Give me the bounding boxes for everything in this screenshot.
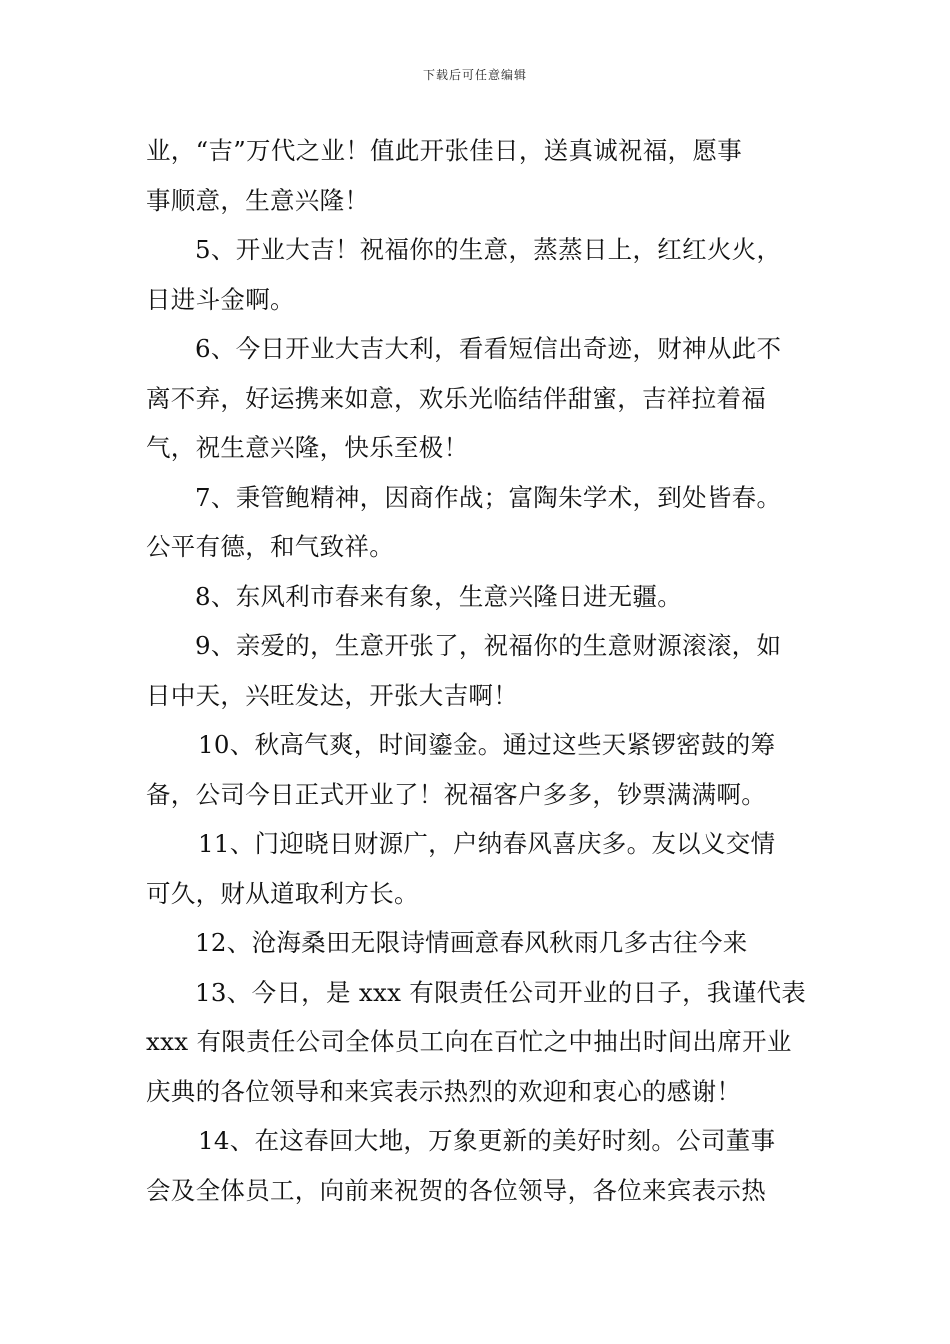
paragraph-start: 14、在这春回大地，万象更新的美好时刻。公司董事 [198,1126,776,1155]
text-line: 备，公司今日正式开业了！祝福客户多多，钞票满满啊。 [146,779,766,809]
text-line: 气，祝生意兴隆，快乐至极！ [146,433,469,462]
text-line: 日中天，兴旺发达，开张大吉啊！ [146,680,518,710]
text-line: 事顺意，生意兴隆！ [146,185,370,215]
text-line: 公平有德，和气致祥。 [146,532,394,561]
text-line: 庆典的各位领导和来宾表示热烈的欢迎和衷心的感谢！ [146,1076,742,1106]
paragraph-start: 9、亲爱的，生意开张了，祝福你的生意财源滚滚，如 [195,631,782,660]
paragraph-start: 11、门迎晓日财源广，户纳春风喜庆多。友以义交情 [198,829,776,858]
paragraph-start: 13、今日，是 xxx 有限责任公司开业的日子，我谨代表 [195,977,807,1007]
text-line: 可久，财从道取利方长。 [146,878,419,908]
text-line: 离不弃，好运携来如意，欢乐光临结伴甜蜜，吉祥拉着福 [146,383,766,413]
paragraph-start: 5、开业大吉！祝福你的生意，蒸蒸日上，红红火火， [195,235,782,264]
paragraph-start: 8、东风利市春来有象，生意兴隆日进无疆。 [195,581,683,611]
paragraph-start: 10、秋高气爽，时间鎏金。通过这些天紧锣密鼓的筹 [198,730,776,759]
text-line: 会及全体员工，向前来祝贺的各位领导，各位来宾表示热 [146,1175,766,1205]
text-line: xxx 有限责任公司全体员工向在百忙之中抽出时间出席开业 [146,1027,792,1056]
document-body [146,126,810,1215]
page-header: 下载后可任意编辑 [422,68,527,82]
text-line: 日进斗金啊。 [146,284,295,314]
paragraph-start: 7、秉管鲍精神，因商作战；富陶朱学术，到处皆春。 [195,482,782,512]
paragraph-start: 12、沧海桑田无限诗情画意春风秋雨几多古往今来 [195,928,748,957]
text-line: 业，“吉”万代之业！值此开张佳日，送真诚祝福，愿事 [146,136,743,165]
paragraph-start: 6、今日开业大吉大利，看看短信出奇迹，财神从此不 [195,334,782,363]
